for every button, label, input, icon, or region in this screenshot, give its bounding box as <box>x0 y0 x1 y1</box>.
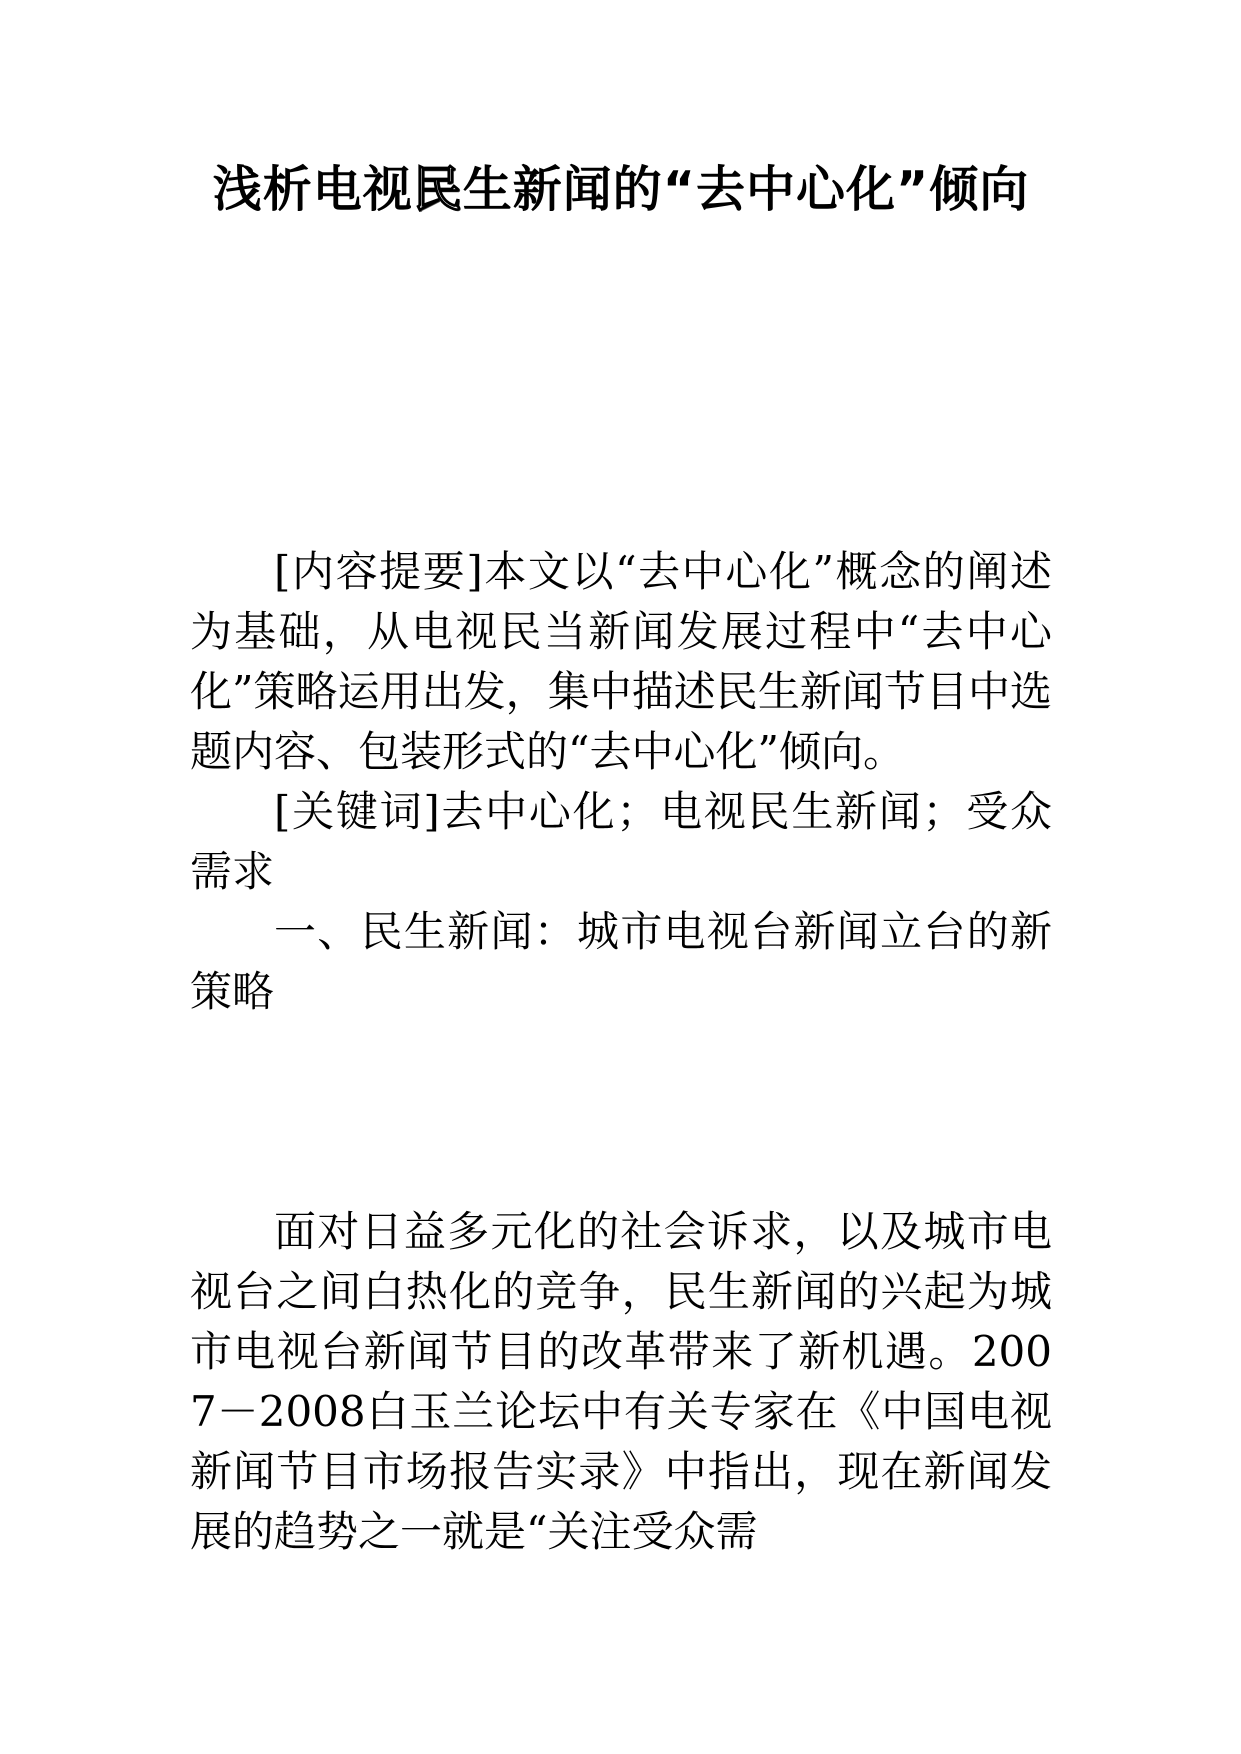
section-1-heading: 一、民生新闻：城市电视台新闻立台的新策略 <box>190 907 1052 1016</box>
title-part-1: 浅析电视 <box>212 161 413 218</box>
title-part-2: 生新闻的“去中心化”倾向 <box>462 161 1030 218</box>
keywords-paragraph: [关键词]去中心化；电视民生新闻；受众需求 <box>190 787 1052 896</box>
front-matter <box>190 542 1052 1022</box>
document-title <box>190 150 1052 230</box>
body-paragraph-1: 面对日益多元化的社会诉求，以及城市电视台之间白热化的竞争，民生新闻的兴起为城市电视台新闻节目的改革带来了新机遇。2007－2008白玉兰论坛中有关专家在《中国电视新闻节目市场报告实录》中指出，现在新闻发展的趋势之一就是“关注受众需 <box>190 1207 1052 1556</box>
body-section <box>190 1202 1052 1562</box>
title-highlight-char: 民 <box>412 161 463 218</box>
abstract-paragraph: [内容提要]本文以“去中心化”概念的阐述为基础，从电视民当新闻发展过程中“去中心化”策略运用出发，集中描述民生新闻节目中选题内容、包装形式的“去中心化”倾向。 <box>190 547 1052 776</box>
